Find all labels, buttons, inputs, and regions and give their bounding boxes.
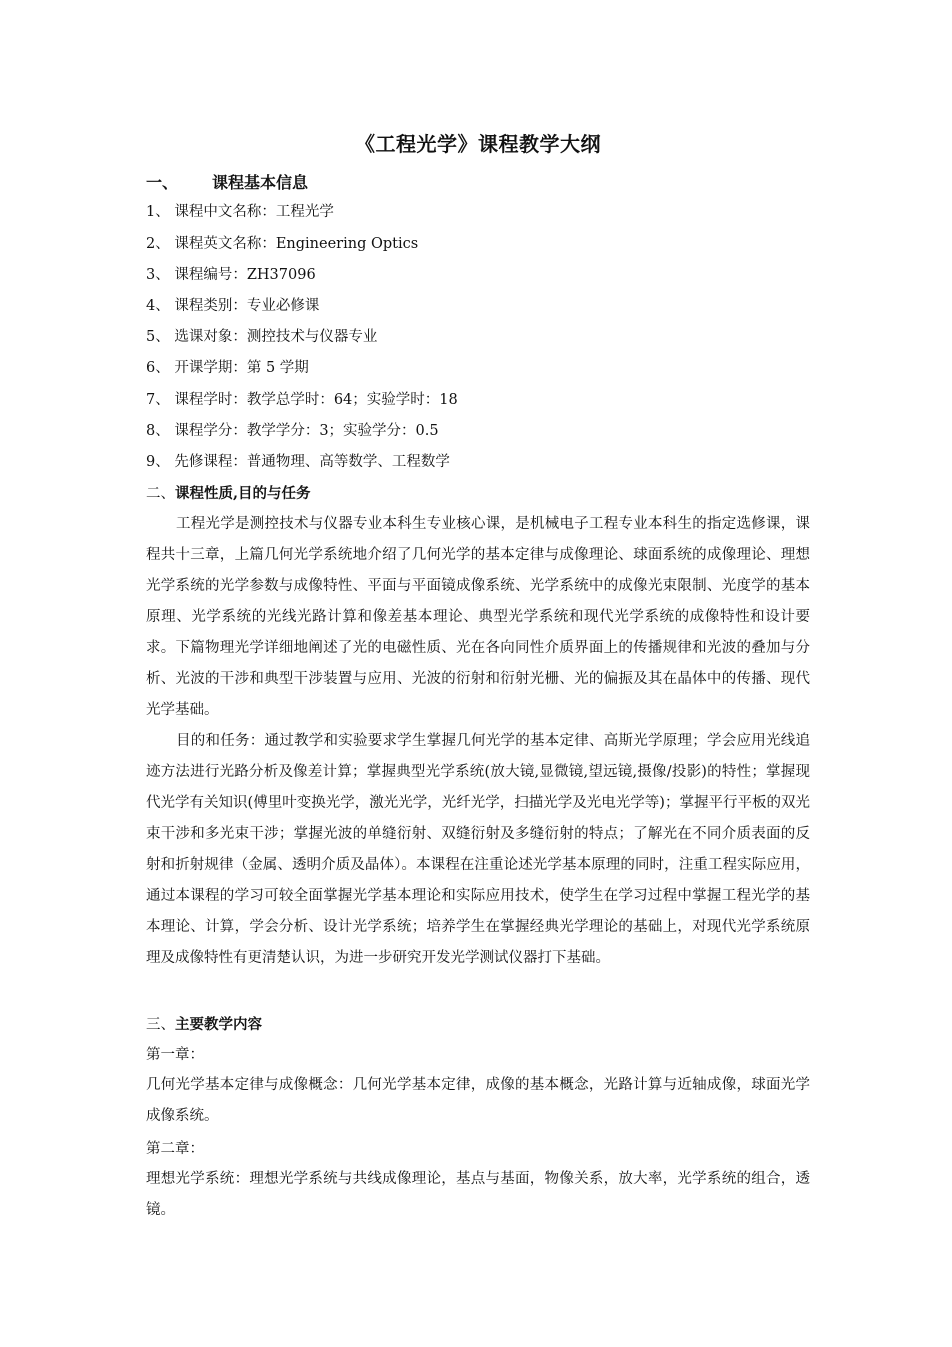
section2-paragraph-2: 目的和任务：通过教学和实验要求学生掌握几何光学的基本定律、高斯光学原理；学会应用光线追迹方法进行光路分析及像差计算；掌握典型光学系统(放大镜,显微镜,望远镜,摄像/投影)的特性；掌握现代光学有关知识(傅里叶变换光学，激光光学，光纤光学，扫描光学及光电光学等)；掌握平行平板的双光束干涉和多光束干涉；掌握光波的单缝衍射、双缝衍射及多缝衍射的特点；了解光在不同介质表面的反射和折射规律（金属、透明介质及晶体）。本课程在注重论述光学基本原理的同时，注重工程实际应用，通过本课程的学习可较全面掌握光学基本理论和实际应用技术，使学生在学习过程中掌握工程光学的基本理论、计算，学会分析、设计光学系统；培养学生在掌握经典光学理论的基础上，对现代光学系统原理及成像特性有更清楚认识，为进一步研究开发光学测试仪器打下基础。 (146, 733, 810, 966)
info-item: 9、 先修课程：普通物理、高等数学、工程数学 (146, 454, 450, 470)
info-item: 2、 课程英文名称：Engineering Optics (146, 236, 419, 252)
info-item: 6、 开课学期：第 5 学期 (146, 360, 309, 376)
info-item: 1、 课程中文名称：工程光学 (146, 204, 334, 220)
section2-title: 课程性质,目的与任务 (175, 485, 311, 502)
info-item: 3、 课程编号：ZH37096 (146, 267, 316, 283)
chapter2-label: 第二章： (146, 1141, 204, 1157)
chapter1-text: 几何光学基本定律与成像概念：几何光学基本定律，成像的基本概念，光路计算与近轴成像，球面光学成像系统。 (146, 1077, 810, 1124)
section1-heading (146, 170, 308, 193)
section3-heading (146, 1015, 262, 1035)
section2-number: 二、 (146, 486, 175, 502)
section1-number: 一、 (146, 173, 179, 192)
info-item: 4、 课程类别：专业必修课 (146, 298, 320, 314)
section2-paragraph-1: 工程光学是测控技术与仪器专业本科生专业核心课，是机械电子工程专业本科生的指定选修课，课程共十三章，上篇几何光学系统地介绍了几何光学的基本定律与成像理论、球面系统的成像理论、理想光学系统的光学参数与成像特性、平面与平面镜成像系统、光学系统中的成像光束限制、光度学的基本原理、光学系统的光线光路计算和像差基本理论、典型光学系统和现代光学系统的成像特性和设计要求。下篇物理光学详细地阐述了光的电磁性质、光在各向同性介质界面上的传播规律和光波的叠加与分析、光波的干涉和典型干涉装置与应用、光波的衍射和衍射光栅、光的偏振及其在晶体中的传播、现代光学基础。 (146, 516, 810, 718)
section1-title: 课程基本信息 (212, 173, 309, 192)
chapter2-text: 理想光学系统：理想光学系统与共线成像理论，基点与基面，物像关系，放大率，光学系统的组合，透镜。 (146, 1171, 810, 1218)
section3-number: 三、 (146, 1017, 175, 1033)
document-title: 《工程光学》课程教学大纲 (355, 132, 601, 156)
section3-title: 主要教学内容 (175, 1016, 262, 1033)
chapter1-label: 第一章： (146, 1047, 204, 1063)
info-item: 7、 课程学时：教学总学时：64；实验学时：18 (146, 392, 458, 408)
section2-heading (146, 484, 311, 504)
info-item: 5、 选课对象：测控技术与仪器专业 (146, 329, 378, 345)
info-item: 8、 课程学分：教学学分：3；实验学分：0.5 (146, 423, 439, 439)
